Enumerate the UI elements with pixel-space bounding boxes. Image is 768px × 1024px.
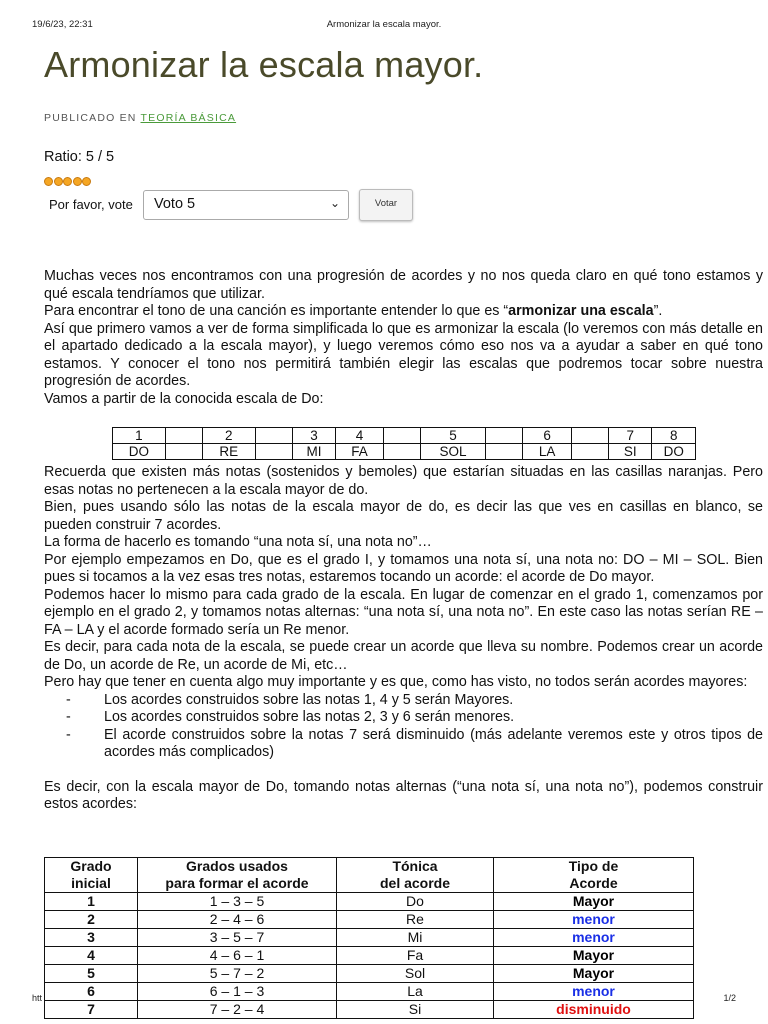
intro-text — [44, 268, 763, 408]
print-title: Armonizar la escala mayor. — [326, 19, 442, 30]
scale-cell: SI — [609, 444, 652, 460]
paragraph: Para encontrar el tono de una canción es importante entender lo que es “armonizar una escala”. — [44, 303, 663, 319]
print-date: 19/6/23, 22:31 — [32, 19, 93, 30]
table-row — [45, 947, 694, 965]
paragraph: La forma de hacerlo es tomando “una nota sí, una nota no”… — [44, 534, 432, 550]
table-cell: 1 – 3 – 5 — [138, 893, 337, 911]
table-cell: 4 — [45, 947, 138, 965]
scale-cell: 6 — [523, 428, 572, 444]
star-icon[interactable] — [73, 177, 82, 186]
scale-cell: DO — [652, 444, 696, 460]
table-cell: Fa — [337, 947, 494, 965]
table-cell: 5 — [45, 965, 138, 983]
scale-table — [112, 427, 696, 460]
rating-stars — [44, 177, 92, 186]
scale-cell — [165, 444, 202, 460]
chord-rules-list — [44, 692, 763, 762]
page-number: 1/2 — [723, 993, 736, 1003]
scale-cell: 1 — [113, 428, 166, 444]
table-row — [45, 983, 694, 1001]
scale-numbers-row — [113, 428, 696, 444]
table-cell: Sol — [337, 965, 494, 983]
print-header — [32, 19, 736, 33]
scale-cell — [255, 428, 292, 444]
table-cell: 7 — [45, 1001, 138, 1019]
published-prefix: PUBLICADO EN — [44, 112, 137, 124]
paragraph: Podemos hacer lo mismo para cada grado de la escala. En lugar de comenzar en el grado 1, comenzamos por ejemplo en el grado 2, y tomamos notas alternas: “una nota sí, una nota no”. En este caso las notas serían RE – FA – LA y el acorde formado sería un Re menor. — [44, 586, 763, 638]
scale-cell: SOL — [420, 444, 485, 460]
scale-cell: LA — [523, 444, 572, 460]
table-cell: 2 – 4 – 6 — [138, 911, 337, 929]
scale-cell — [165, 428, 202, 444]
table-cell: menor — [494, 929, 694, 947]
scale-cell: 8 — [652, 428, 696, 444]
table-cell: Mayor — [494, 893, 694, 911]
table-cell: Re — [337, 911, 494, 929]
table-cell: 3 – 5 – 7 — [138, 929, 337, 947]
table-cell: Mayor — [494, 965, 694, 983]
list-item: - Los acordes construidos sobre las notas 1, 4 y 5 serán Mayores. — [66, 691, 514, 708]
scale-cell — [571, 444, 608, 460]
table-row — [45, 929, 694, 947]
header-tipo: Tipo de Acorde — [494, 858, 694, 893]
scale-cell — [486, 428, 523, 444]
table-cell: 6 – 1 – 3 — [138, 983, 337, 1001]
paragraph: Recuerda que existen más notas (sostenidos y bemoles) que estarían situadas en las casillas naranjas. Pero esas notas no pertenecen a la escala mayor de do. — [44, 464, 763, 498]
table-row — [45, 893, 694, 911]
scale-table-wrap — [112, 427, 696, 460]
table-cell: 3 — [45, 929, 138, 947]
star-icon[interactable] — [63, 177, 72, 186]
table-cell: Mayor — [494, 947, 694, 965]
table-cell: Mi — [337, 929, 494, 947]
star-icon[interactable] — [54, 177, 63, 186]
table-cell: disminuido — [494, 1001, 694, 1019]
vote-selected-value: Voto 5 — [154, 196, 196, 212]
footer-url: htt — [32, 993, 43, 1003]
header-tonica: Tónica del acorde — [337, 858, 494, 893]
table-cell: La — [337, 983, 494, 1001]
table-row — [45, 911, 694, 929]
table-cell: 1 — [45, 893, 138, 911]
chord-table — [44, 857, 694, 1019]
vote-button[interactable]: Votar — [359, 189, 413, 221]
scale-cell: 4 — [336, 428, 384, 444]
scale-cell: 2 — [202, 428, 255, 444]
table-row — [45, 1001, 694, 1019]
body-text — [44, 464, 763, 814]
scale-cell: 7 — [609, 428, 652, 444]
table-cell: Do — [337, 893, 494, 911]
star-icon[interactable] — [82, 177, 91, 186]
paragraph: Por ejemplo empezamos en Do, que es el grado I, y tomamos una nota sí, una nota no: DO – MI – SOL. Bien pues si tocamos a la vez esas tres notas, estaremos tocando un acorde: el acorde de Do mayor. — [44, 551, 763, 585]
list-item: - El acorde construidos sobre la notas 7 será disminuido (más adelante veremos este y otros tipos de acordes más complicados) — [66, 726, 763, 760]
vote-label: Por favor, vote — [49, 197, 133, 212]
table-cell: 2 — [45, 911, 138, 929]
paragraph: Es decir, para cada nota de la escala, se puede crear un acorde que lleva su nombre. Podemos crear un acorde de Do, un acorde de Re, un acorde de Mi, etc… — [44, 639, 763, 673]
bold-term: armonizar una escala — [508, 303, 654, 319]
scale-cell: 3 — [292, 428, 335, 444]
table-cell: 6 — [45, 983, 138, 1001]
table-cell: Si — [337, 1001, 494, 1019]
scale-cell — [571, 428, 608, 444]
scale-cell: MI — [292, 444, 335, 460]
scale-cell: RE — [202, 444, 255, 460]
rating-ratio: Ratio: 5 / 5 — [44, 149, 115, 165]
paragraph: Muchas veces nos encontramos con una progresión de acordes y no nos queda claro en qué tono estamos y qué escala tendríamos que utilizar. — [44, 268, 763, 302]
scale-cell: FA — [336, 444, 384, 460]
vote-select[interactable] — [143, 190, 349, 220]
scale-cell — [486, 444, 523, 460]
paragraph: Es decir, con la escala mayor de Do, tomando notas alternas (“una nota sí, una nota no”), podemos construir estos acordes: — [44, 778, 763, 812]
scale-notes-row — [113, 444, 696, 460]
header-grado-inicial: Grado inicial — [45, 858, 138, 893]
header-grados-usados: Grados usados para formar el acorde — [138, 858, 337, 893]
list-item: - Los acordes construidos sobre las notas 2, 3 y 6 serán menores. — [66, 709, 515, 725]
table-cell: 5 – 7 – 2 — [138, 965, 337, 983]
chord-table-header — [45, 858, 694, 893]
chevron-down-icon: ⌄ — [329, 196, 340, 210]
paragraph: Pero hay que tener en cuenta algo muy importante y es que, como has visto, no todos serán acordes mayores: — [44, 674, 748, 690]
scale-cell: 5 — [420, 428, 485, 444]
star-icon[interactable] — [44, 177, 53, 186]
published-meta — [44, 112, 236, 124]
table-cell: menor — [494, 983, 694, 1001]
page-title: Armonizar la escala mayor. — [44, 44, 484, 85]
table-cell: 7 – 2 – 4 — [138, 1001, 337, 1019]
table-row — [45, 965, 694, 983]
paragraph: Vamos a partir de la conocida escala de Do: — [44, 390, 324, 407]
paragraph: Bien, pues usando sólo las notas de la escala mayor de do, es decir las que ves en casillas en blanco, se pueden construir 7 acordes. — [44, 499, 763, 533]
paragraph: Así que primero vamos a ver de forma simplificada lo que es armonizar la escala (lo veremos con más detalle en el apartado dedicado a la escala mayor), y luego veremos cómo eso nos va a ayudar a saber en qué tono estamos. Y conocer el tono nos permitirá también elegir las escalas que podremos tocar sobre nuestra progresión de acordes. — [44, 320, 763, 389]
scale-cell — [383, 428, 420, 444]
chord-table-wrap — [44, 857, 694, 1019]
table-cell: menor — [494, 911, 694, 929]
category-link[interactable]: TEORÍA BÁSICA — [140, 112, 237, 124]
scale-cell: DO — [113, 444, 166, 460]
scale-cell — [255, 444, 292, 460]
table-cell: 4 – 6 – 1 — [138, 947, 337, 965]
scale-cell — [383, 444, 420, 460]
